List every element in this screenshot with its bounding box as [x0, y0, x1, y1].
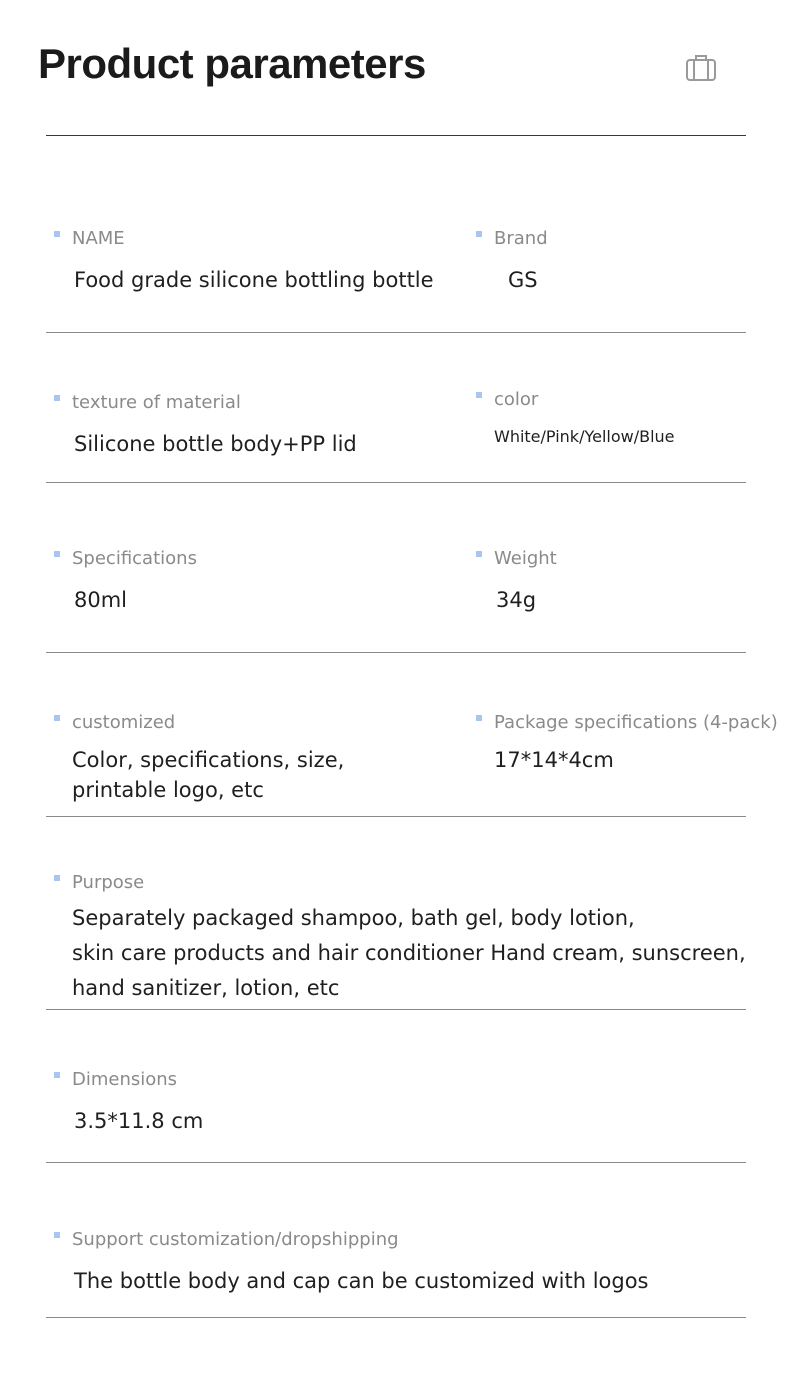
- row-divider: [46, 1162, 746, 1163]
- param-value: 34g: [496, 588, 537, 612]
- row-divider: [46, 816, 746, 817]
- param-label: texture of material: [72, 392, 241, 413]
- param-value: White/Pink/Yellow/Blue: [494, 427, 675, 446]
- param-value: Food grade silicone bottling bottle: [74, 268, 434, 292]
- param-label: Dimensions: [72, 1069, 178, 1090]
- param-value: Color, specifications, size, printable logo, etc: [72, 748, 345, 802]
- row-divider: [46, 1317, 746, 1318]
- square-bullet-icon: [54, 1232, 60, 1238]
- header-divider: [46, 135, 746, 136]
- param-label: color: [494, 389, 539, 410]
- purpose-line: Separately packaged shampoo, bath gel, body lotion,: [72, 906, 635, 930]
- param-purpose: [54, 872, 746, 1006]
- param-package: [476, 712, 778, 775]
- row-divider: [46, 652, 746, 653]
- param-support: [54, 1229, 649, 1296]
- briefcase-icon: [684, 52, 718, 86]
- param-label: customized: [72, 712, 176, 733]
- square-bullet-icon: [476, 715, 482, 721]
- purpose-line: hand sanitizer, lotion, etc: [72, 976, 340, 1000]
- row-divider: [46, 482, 746, 483]
- square-bullet-icon: [54, 1072, 60, 1078]
- param-specifications: [54, 548, 197, 615]
- param-label: Specifications: [72, 548, 197, 569]
- square-bullet-icon: [54, 875, 60, 881]
- square-bullet-icon: [54, 715, 60, 721]
- param-value: [72, 901, 746, 1006]
- param-material: [54, 392, 357, 459]
- square-bullet-icon: [476, 551, 482, 557]
- param-label: Package specifications (4-pack): [494, 712, 778, 733]
- purpose-line: skin care products and hair conditioner Hand cream, sunscreen,: [72, 941, 746, 965]
- param-label: NAME: [72, 228, 125, 249]
- square-bullet-icon: [54, 231, 60, 237]
- param-value: 3.5*11.8 cm: [74, 1109, 204, 1133]
- param-label: Weight: [494, 548, 557, 569]
- row-divider: [46, 1009, 746, 1010]
- square-bullet-icon: [54, 551, 60, 557]
- row-divider: [46, 332, 746, 333]
- param-label: Purpose: [72, 872, 145, 893]
- param-weight: [476, 548, 557, 615]
- param-value: 17*14*4cm: [494, 748, 614, 772]
- param-dimensions: [54, 1069, 203, 1136]
- page-title: Product parameters: [38, 40, 426, 87]
- param-color: [476, 389, 675, 452]
- param-value: GS: [508, 268, 538, 292]
- square-bullet-icon: [476, 231, 482, 237]
- param-label: Support customization/dropshipping: [72, 1229, 399, 1250]
- param-value: Silicone bottle body+PP lid: [74, 432, 357, 456]
- param-value: 80ml: [74, 588, 128, 612]
- param-customized: [54, 712, 422, 805]
- param-label: Brand: [494, 228, 548, 249]
- square-bullet-icon: [54, 395, 60, 401]
- square-bullet-icon: [476, 392, 482, 398]
- param-name: [54, 228, 434, 295]
- param-brand: [476, 228, 548, 295]
- param-value: The bottle body and cap can be customized with logos: [74, 1269, 649, 1293]
